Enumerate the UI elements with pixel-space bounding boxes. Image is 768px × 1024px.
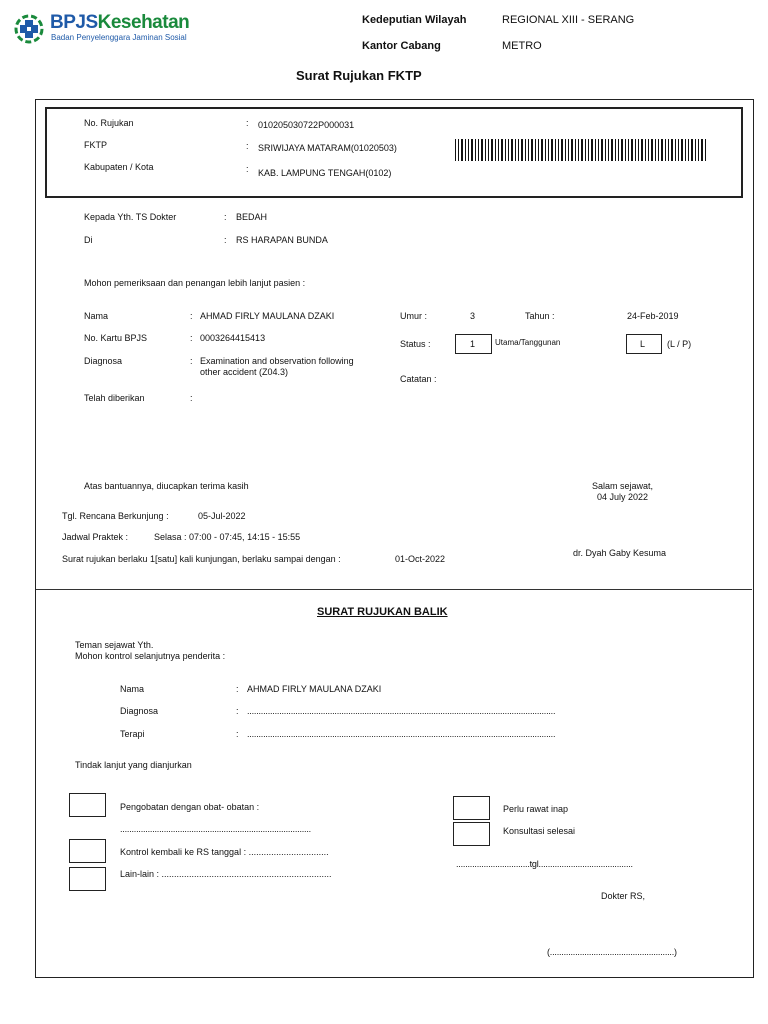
control-label: Kontrol kembali ke RS tanggal : ................................ [120, 847, 329, 857]
barcode [455, 139, 707, 161]
inpatient-label: Perlu rawat inap [503, 804, 569, 814]
consult-done-label: Konsultasi selesai [503, 826, 576, 836]
card-colon: : [190, 333, 193, 343]
region-label: Kedeputian Wilayah [362, 14, 467, 26]
validity-value: 01-Oct-2022 [395, 554, 446, 564]
bpjs-logo [14, 12, 204, 46]
to-label: Kepada Yth. TS Dokter [84, 212, 177, 222]
reply-diagnosis-label: Diagnosa [120, 706, 159, 716]
city-label: Kabupaten / Kota [84, 162, 154, 172]
at-value: RS HARAPAN BUNDA [236, 235, 328, 245]
other-label: Lain-lain : .................................................................... [120, 869, 332, 879]
consult-done-checkbox[interactable] [453, 822, 490, 846]
to-value: BEDAH [236, 212, 268, 222]
reply-greeting-2: Mohon kontrol selanjutnya penderita : [75, 651, 226, 661]
reply-therapy-dots[interactable]: ...................................................................................................................................... [247, 729, 556, 739]
dob-value: 24-Feb-2019 [627, 311, 679, 321]
medication-label: Pengobatan dengan obat- obatan : [120, 802, 260, 812]
doctor-name: dr. Dyah Gaby Kesuma [573, 548, 667, 558]
control-checkbox[interactable] [69, 839, 106, 863]
diagnosis-value-2: other accident (Z04.3) [200, 367, 289, 377]
status-value: 1 [470, 339, 476, 349]
status-text: Utama/Tanggunan [495, 338, 561, 347]
branch-label: Kantor Cabang [362, 40, 441, 52]
signature-line[interactable]: (......................................................) [547, 947, 677, 957]
card-label: No. Kartu BPJS [84, 333, 148, 343]
visit-value: 05-Jul-2022 [198, 511, 246, 521]
note-label: Catatan : [400, 374, 437, 384]
letter-date: 04 July 2022 [597, 492, 649, 502]
given-colon: : [190, 393, 193, 403]
diagnosis-colon: : [190, 356, 193, 366]
diagnosis-label: Diagnosa [84, 356, 123, 366]
place-date-line[interactable]: ................................tgl......................................... [456, 859, 633, 869]
diagnosis-value-1: Examination and observation following [200, 356, 354, 366]
age-label: Umur : [400, 311, 427, 321]
visit-label: Tgl. Rencana Berkunjung : [62, 511, 169, 521]
schedule-label: Jadwal Praktek : [62, 532, 129, 542]
section-divider [36, 589, 752, 590]
reply-diagnosis-colon: : [236, 706, 239, 716]
referral-no-value: 010205030722P000031 [258, 120, 355, 130]
to-colon: : [224, 212, 227, 222]
reply-therapy-colon: : [236, 729, 239, 739]
medication-dots[interactable]: ................................................................................... [120, 824, 311, 834]
city-value: KAB. LAMPUNG TENGAH(0102) [258, 168, 392, 178]
hospital-doctor-label: Dokter RS, [601, 891, 646, 901]
at-label: Di [84, 235, 93, 245]
reply-greeting-1: Teman sejawat Yth. [75, 640, 154, 650]
greeting-text: Salam sejawat, [592, 481, 654, 491]
at-colon: : [224, 235, 227, 245]
followup-label: Tindak lanjut yang dianjurkan [75, 760, 192, 770]
fktp-label: FKTP [84, 140, 108, 150]
reply-name-label: Nama [120, 684, 145, 694]
referral-colon: : [246, 118, 249, 128]
city-colon: : [246, 164, 249, 174]
schedule-value: Selasa : 07:00 - 07:45, 14:15 - 15:55 [154, 532, 301, 542]
given-label: Telah diberikan [84, 393, 145, 403]
reply-title: SURAT RUJUKAN BALIK [317, 606, 448, 618]
reply-name-value: AHMAD FIRLY MAULANA DZAKI [247, 684, 382, 694]
request-text: Mohon pemeriksaan dan penangan lebih lanjut pasien : [84, 278, 306, 288]
bpjs-emblem-icon [14, 14, 44, 44]
brand-suffix: Kesehatan [97, 12, 190, 33]
branch-value: METRO [502, 40, 542, 52]
card-value: 0003264415413 [200, 333, 266, 343]
other-checkbox[interactable] [69, 867, 106, 891]
reply-diagnosis-dots[interactable]: ...................................................................................................................................... [247, 706, 556, 716]
patient-name-label: Nama [84, 311, 109, 321]
fktp-colon: : [246, 141, 249, 151]
reply-therapy-label: Terapi [120, 729, 145, 739]
patient-name-value: AHMAD FIRLY MAULANA DZAKI [200, 311, 335, 321]
page-title: Surat Rujukan FKTP [296, 68, 422, 83]
status-label: Status : [400, 339, 431, 349]
validity-text: Surat rujukan berlaku 1[satu] kali kunjungan, berlaku sampai dengan : [62, 554, 341, 564]
thanks-text: Atas bantuannya, diucapkan terima kasih [84, 481, 249, 491]
age-value: 3 [470, 311, 476, 321]
patient-name-colon: : [190, 311, 193, 321]
sex-value: L [640, 339, 646, 349]
medication-checkbox[interactable] [69, 793, 106, 817]
reply-name-colon: : [236, 684, 239, 694]
fktp-value: SRIWIJAYA MATARAM(01020503) [258, 143, 397, 153]
region-value: REGIONAL XIII - SERANG [502, 14, 635, 26]
referral-no-label: No. Rujukan [84, 118, 134, 128]
year-label: Tahun : [525, 311, 555, 321]
brand-tagline: Badan Penyelenggara Jaminan Sosial [51, 33, 187, 42]
brand-prefix: BPJS [50, 12, 98, 33]
sex-text: (L / P) [667, 339, 692, 349]
inpatient-checkbox[interactable] [453, 796, 490, 820]
